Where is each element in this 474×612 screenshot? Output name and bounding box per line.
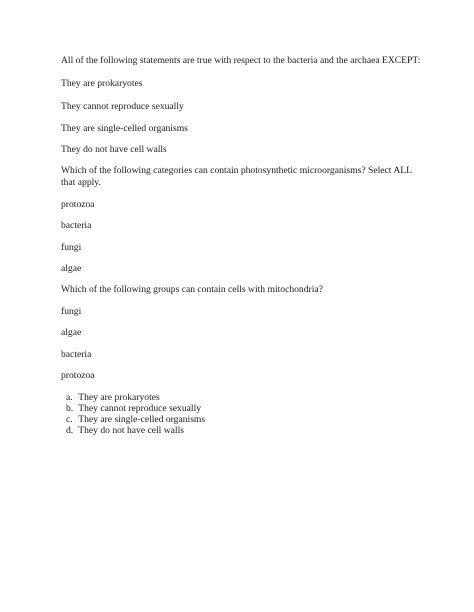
list-item bbox=[66, 425, 366, 436]
question-2-option-2: bacteria bbox=[61, 220, 92, 231]
question-1-option-3: They are single-celled organisms bbox=[61, 123, 188, 134]
list-item-text: They are prokaryotes bbox=[78, 392, 160, 403]
lettered-answer-list bbox=[66, 392, 366, 436]
question-2-option-1: protozoa bbox=[61, 199, 95, 210]
list-item-text: They cannot reproduce sexually bbox=[78, 403, 202, 414]
list-item-letter: b. bbox=[66, 403, 74, 414]
list-item-text: They are single-celled organisms bbox=[78, 414, 206, 425]
question-3-text: Which of the following groups can contain cells with mitochondria? bbox=[61, 284, 323, 295]
question-1-option-4: They do not have cell walls bbox=[61, 144, 167, 155]
question-3-option-4: protozoa bbox=[61, 370, 95, 381]
list-item-letter: c. bbox=[66, 414, 73, 425]
question-1-option-2: They cannot reproduce sexually bbox=[61, 101, 184, 112]
list-item bbox=[66, 403, 366, 414]
question-1-text: All of the following statements are true with respect to the bacteria and the archaea EXCEPT: bbox=[61, 55, 421, 66]
list-item-letter: a. bbox=[66, 392, 73, 403]
question-2-option-3: fungi bbox=[61, 242, 82, 253]
question-2-option-4: algae bbox=[61, 263, 82, 274]
question-2-text: Which of the following categories can contain photosynthetic microorganisms? Select ALL that apply. bbox=[61, 165, 412, 188]
list-item-text: They do not have cell walls bbox=[78, 425, 184, 436]
question-3-option-3: bacteria bbox=[61, 349, 92, 360]
list-item bbox=[66, 414, 366, 425]
question-3-option-1: fungi bbox=[61, 306, 82, 317]
list-item-letter: d. bbox=[66, 425, 74, 436]
list-item bbox=[66, 392, 366, 403]
question-3-option-2: algae bbox=[61, 327, 82, 338]
question-1-option-1: They are prokaryotes bbox=[61, 78, 143, 89]
